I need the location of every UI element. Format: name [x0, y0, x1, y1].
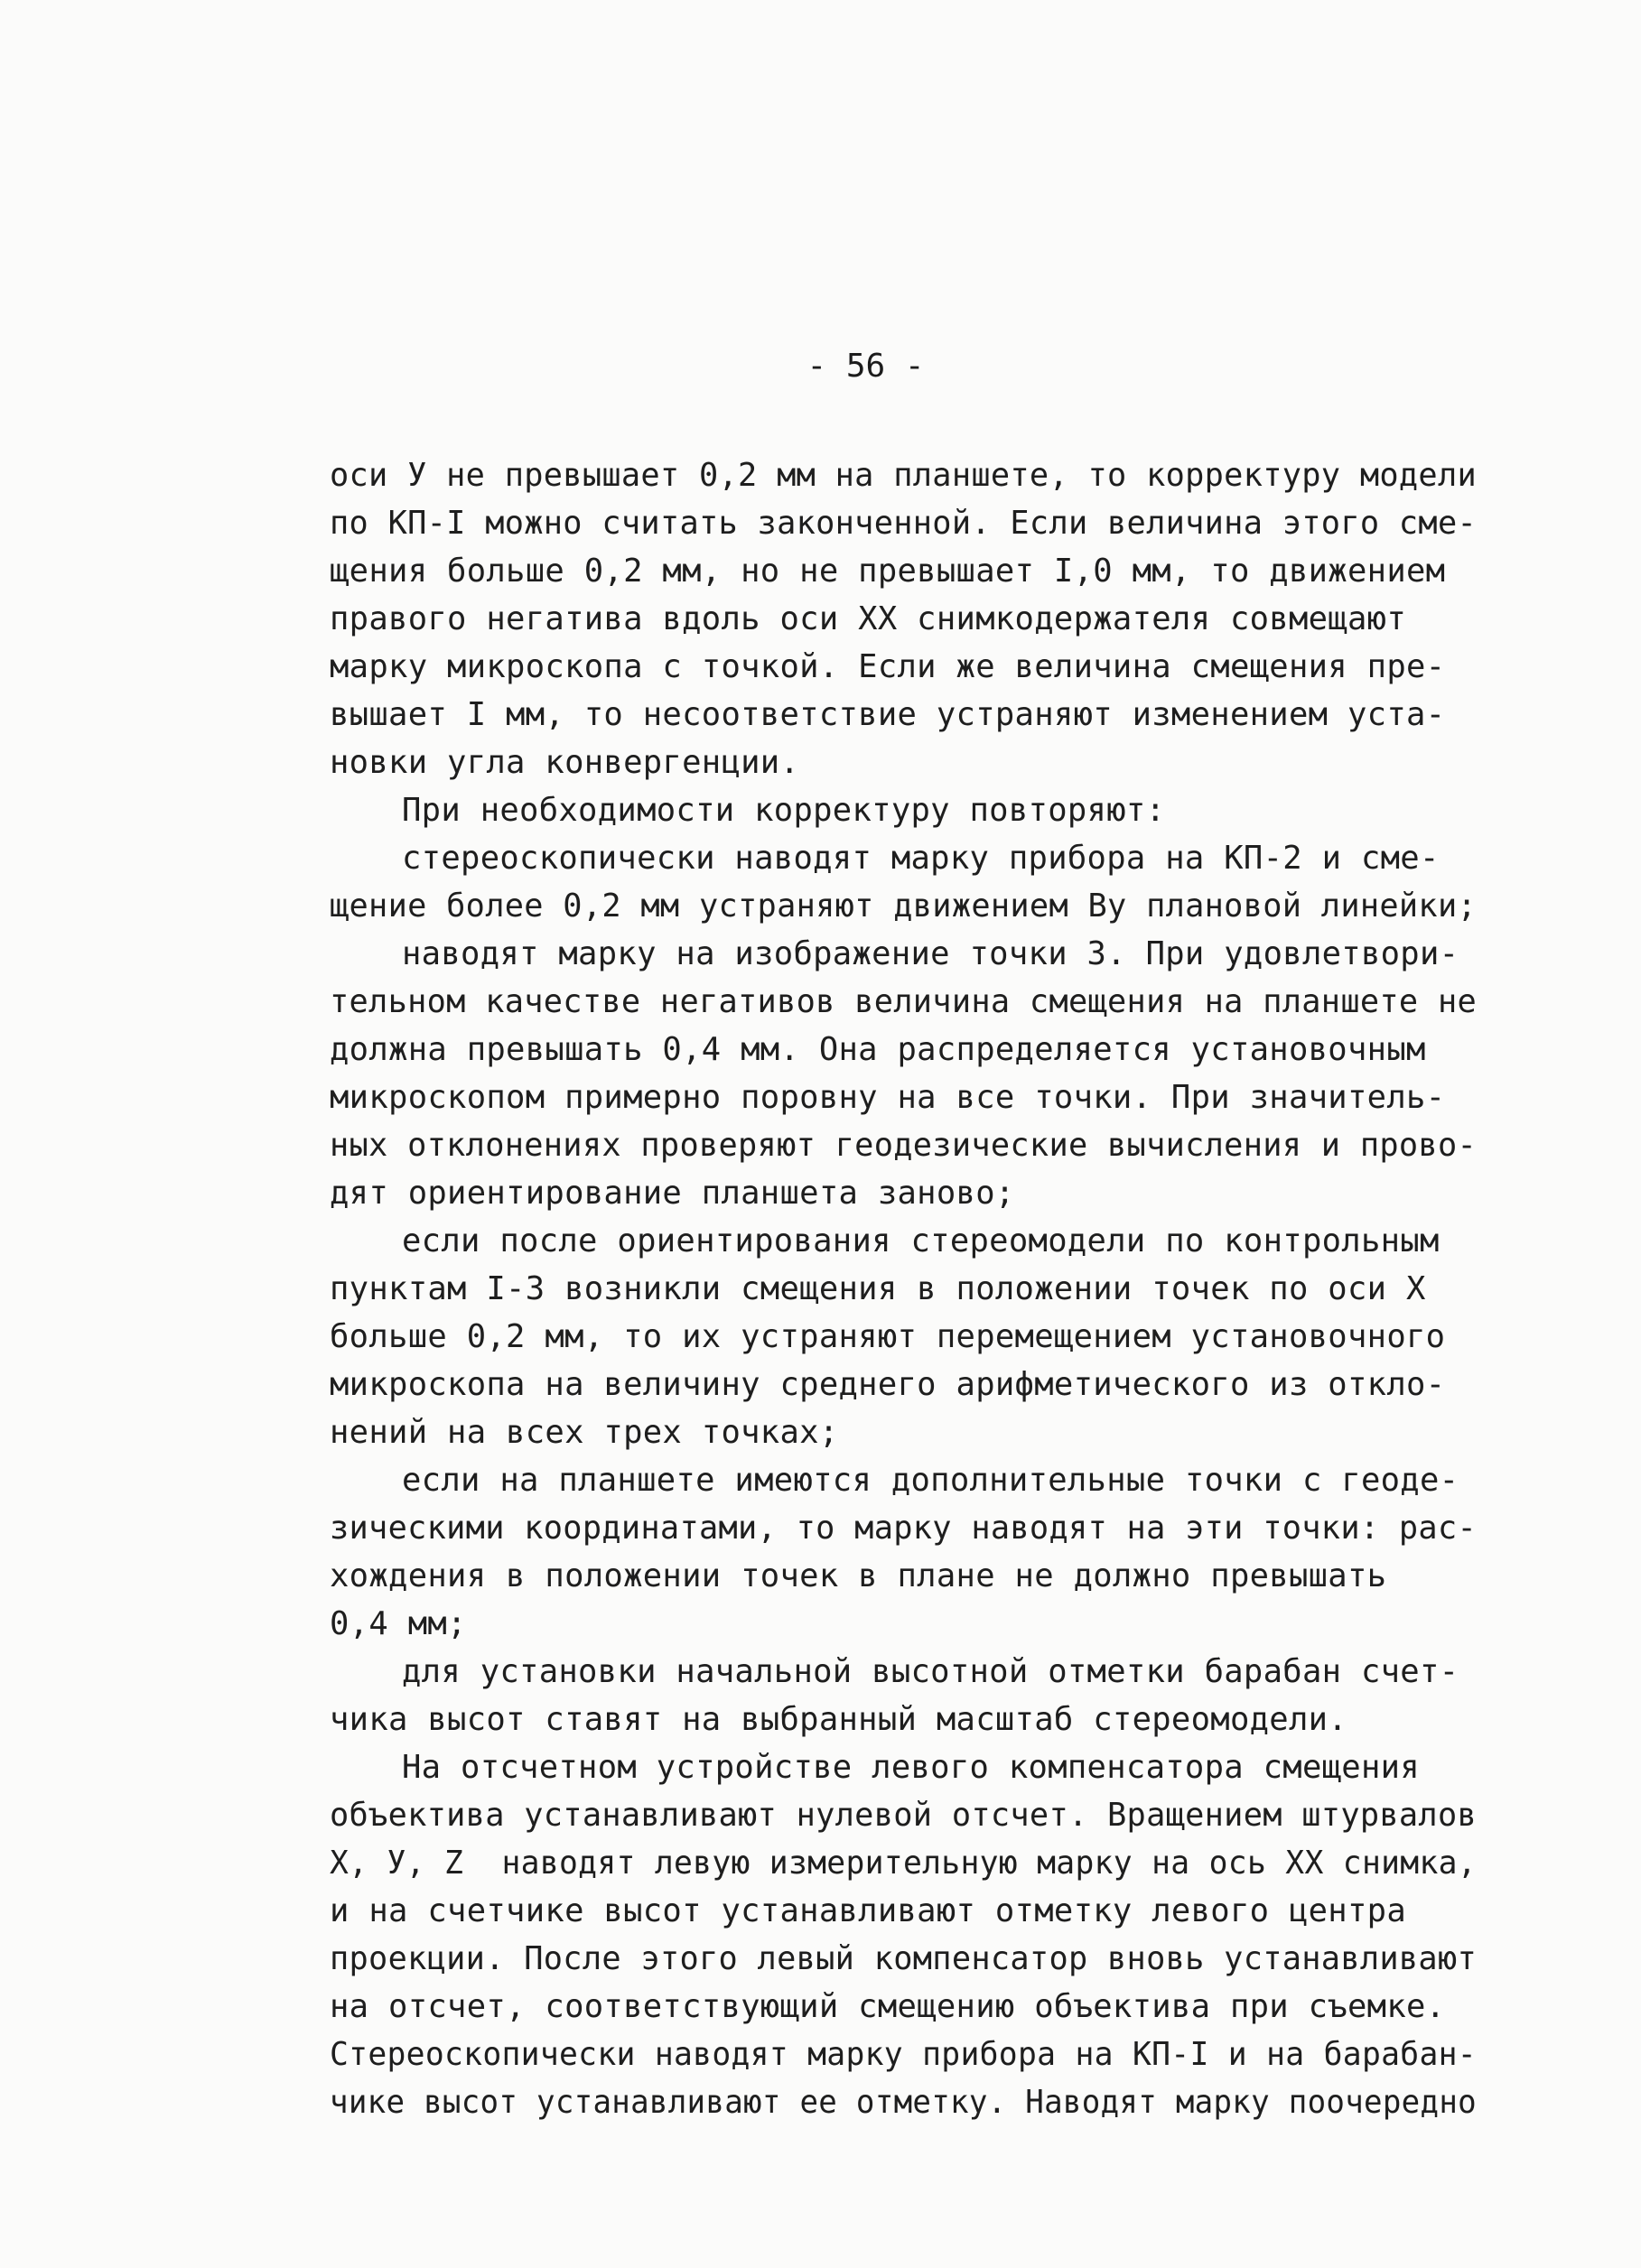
text-line: для установки начальной высотной отметки барабан счет-	[402, 1653, 1459, 1690]
text-line: чике высот устанавливают ее отметку. Наводят марку поочередно	[330, 2084, 1477, 2121]
text-line: оси У не превышает 0,2 мм на планшете, то корректуру модели	[330, 457, 1478, 494]
text-line: микроскопа на величину среднего арифметического из откло-	[330, 1366, 1446, 1403]
text-line: 0,4 мм;	[330, 1605, 467, 1642]
text-line: больше 0,2 мм, то их устраняют перемещением установочного	[330, 1318, 1446, 1355]
text-line: проекции. После этого левый компенсатор вновь устанавливают	[330, 1940, 1478, 1977]
text-line: щение более 0,2 мм устраняют движением Bу плановой линейки;	[330, 888, 1478, 925]
text-line: ных отклонениях проверяют геодезические вычисления и прово-	[330, 1127, 1478, 1164]
text-line: по КП-I можно считать законченной. Если величина этого сме-	[330, 505, 1478, 542]
text-line: хождения в положении точек в плане не должно превышать	[330, 1557, 1387, 1594]
text-line: если на планшете имеются дополнительные точки с геоде-	[402, 1462, 1459, 1499]
text-line: и на счетчике высот устанавливают отметку левого центра	[330, 1892, 1407, 1929]
body-text	[330, 451, 1477, 2126]
text-line: Стереоскопически наводят марку прибора на КП-I и на барабан-	[330, 2036, 1477, 2073]
text-line: стереоскопически наводят марку прибора на КП-2 и сме-	[402, 840, 1440, 877]
text-line: чика высот ставят на выбранный масштаб стереомодели.	[330, 1701, 1347, 1738]
text-line: тельном качестве негативов величина смещения на планшете не	[330, 983, 1478, 1020]
text-line: нений на всех трех точках;	[330, 1414, 839, 1451]
text-line: новки угла конвергенции.	[330, 744, 800, 781]
text-line: правого негатива вдоль оси XX снимкодержателя совмещают	[330, 600, 1407, 637]
text-line: На отсчетном устройстве левого компенсатора смещения	[402, 1749, 1420, 1786]
text-line: При необходимости корректуру повторяют:	[402, 792, 1166, 829]
text-line: вышает I мм, то несоответствие устраняют изменением уста-	[330, 696, 1446, 733]
text-line: на отсчет, соответствующий смещению объектива при съемке.	[330, 1988, 1446, 2025]
text-line: пунктам I-3 возникли смещения в положении точек по оси X	[330, 1270, 1426, 1307]
text-line: микроскопом примерно поровну на все точки. При значитель-	[330, 1079, 1446, 1116]
text-line: наводят марку на изображение точки 3. При удовлетвори-	[402, 935, 1459, 972]
text-line: должна превышать 0,4 мм. Она распределяется установочным	[330, 1031, 1426, 1068]
text-line: дят ориентирование планшета заново;	[330, 1175, 1015, 1212]
page-number: - 56 -	[807, 348, 925, 385]
text-line: объектива устанавливают нулевой отсчет. Вращением штурвалов	[330, 1797, 1478, 1834]
text-line: зическими координатами, то марку наводят на эти точки: рас-	[330, 1510, 1478, 1547]
text-line: щения больше 0,2 мм, но не превышает I,0 мм, то движением	[330, 553, 1446, 590]
text-line: если после ориентирования стереомодели по контрольным	[402, 1222, 1440, 1259]
text-line: X, У, Z наводят левую измерительную марку на ось XX снимка,	[330, 1845, 1477, 1882]
text-line: марку микроскопа с точкой. Если же величина смещения пре-	[330, 648, 1446, 685]
